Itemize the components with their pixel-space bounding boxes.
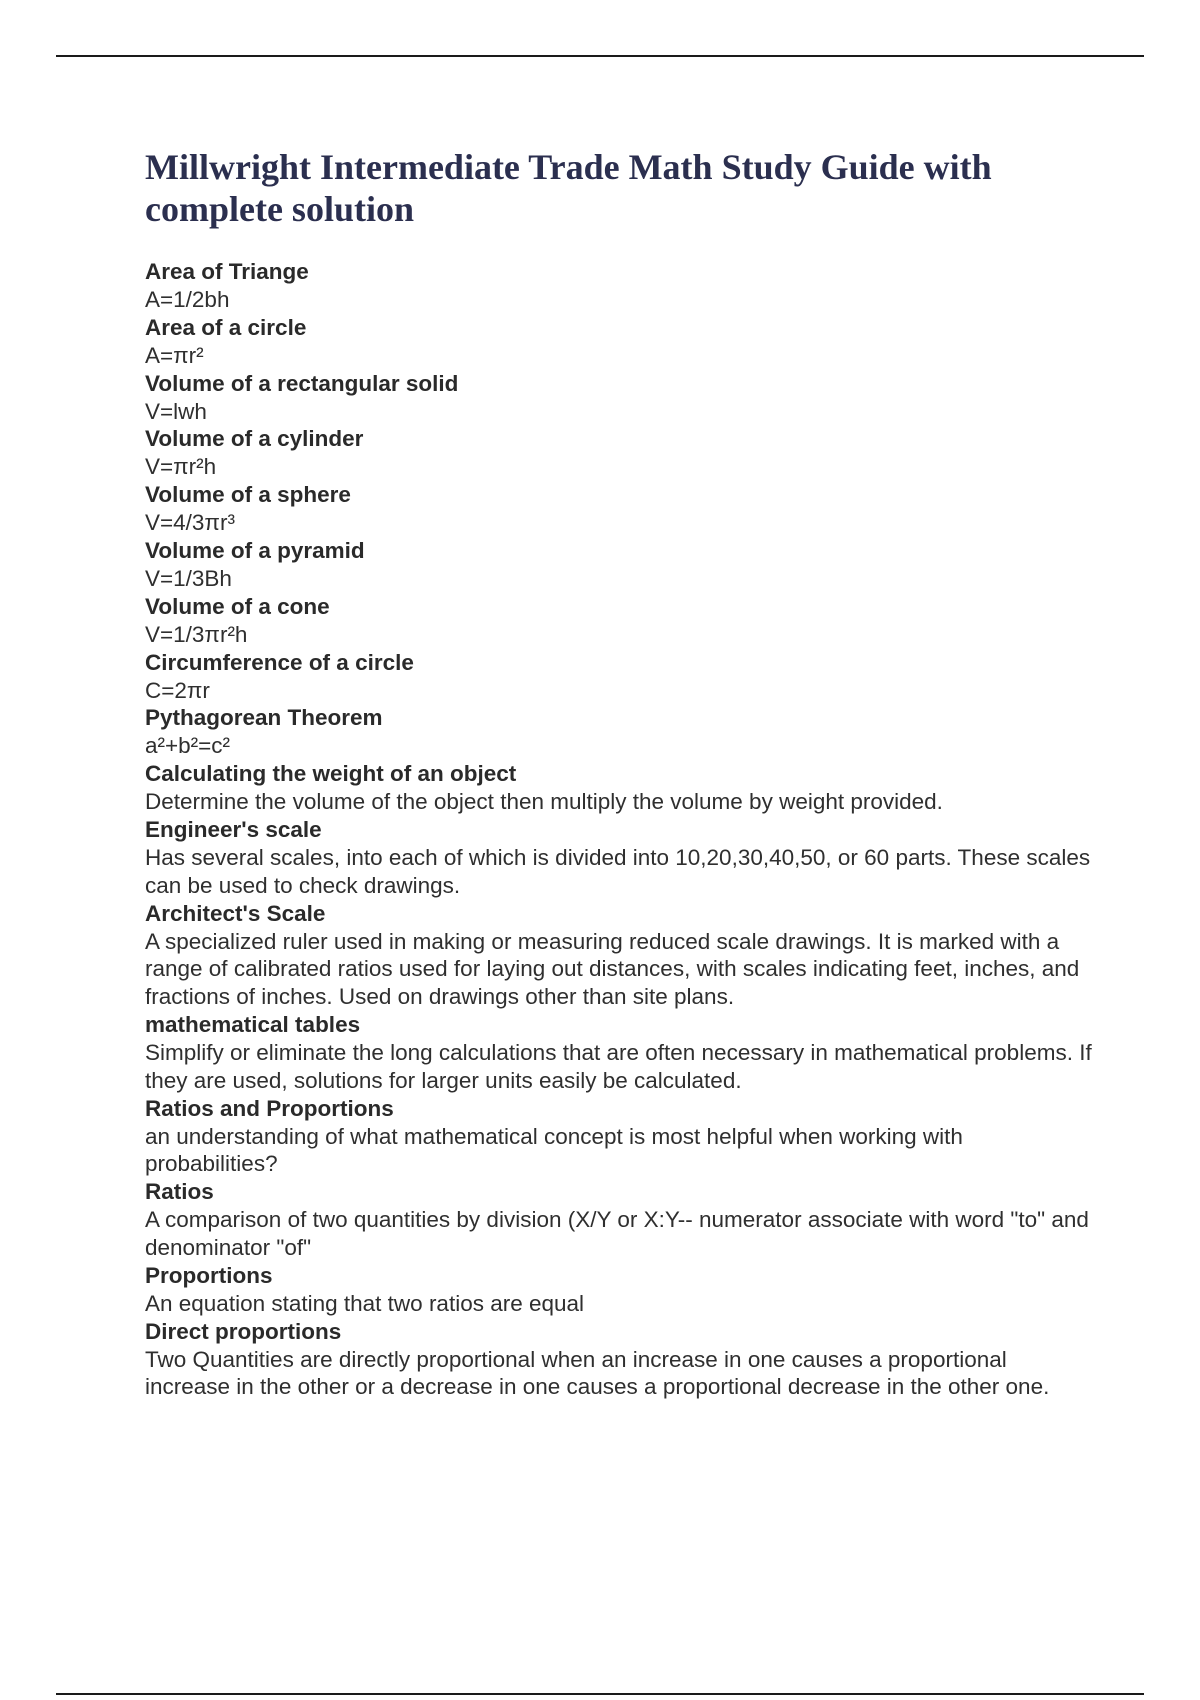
entry-definition: A comparison of two quantities by division (X/Y or X:Y-- numerator associate with word "to" and denominator "of" (145, 1207, 1089, 1260)
entry-definition: V=lwh (145, 398, 207, 424)
entry-definition: V=4/3πr³ (145, 510, 235, 536)
entry (145, 1262, 1095, 1318)
entry-term: Volume of a rectangular solid (145, 370, 459, 396)
entry-term: Volume of a cylinder (145, 426, 364, 452)
entry-term: Proportions (145, 1262, 273, 1288)
entry-definition: Two Quantities are directly proportional when an increase in one causes a proportional increase in the other or a decrease in one causes a proportional decrease in the other one. (145, 1346, 1050, 1400)
study-guide-entries (145, 258, 1095, 1401)
entry (145, 314, 1095, 370)
entry-term: Ratios and Proportions (145, 1095, 394, 1121)
entry-definition: Simplify or eliminate the long calculations that are often necessary in mathematical problems. If they are used, solutions for larger units easily be calculated. (145, 1039, 1092, 1093)
entry-term: Volume of a cone (145, 593, 330, 619)
entry-definition: Has several scales, into each of which is divided into 10,20,30,40,50, or 60 parts. These scales can be used to check drawings. (145, 844, 1091, 898)
top-rule (56, 55, 1144, 57)
entry (145, 704, 1095, 760)
entry (145, 649, 1095, 705)
entry (145, 370, 1095, 426)
entry-term: Pythagorean Theorem (145, 705, 383, 731)
entry-definition: a²+b²=c² (145, 733, 231, 759)
bottom-rule (56, 1693, 1144, 1695)
entry-term: mathematical tables (145, 1011, 361, 1037)
entry-definition: V=πr²h (145, 454, 217, 480)
entry-definition: A=1/2bh (145, 287, 230, 312)
entry (145, 1095, 1095, 1179)
entry-term: Architect's Scale (145, 900, 326, 926)
entry-definition: An equation stating that two ratios are equal (145, 1290, 585, 1316)
entry (145, 425, 1095, 481)
entry (145, 481, 1095, 537)
entry-term: Area of Triange (145, 259, 309, 284)
entry-definition: C=2πr (145, 677, 210, 703)
entry-term: Calculating the weight of an object (145, 761, 517, 787)
entry (145, 1178, 1095, 1262)
entry (145, 593, 1095, 649)
entry (145, 1318, 1095, 1402)
entry (145, 900, 1095, 1011)
entry-definition: V=1/3Bh (145, 565, 232, 591)
entry (145, 537, 1095, 593)
entry-definition: V=1/3πr²h (145, 621, 248, 647)
entry-term: Circumference of a circle (145, 649, 414, 675)
entry-term: Volume of a pyramid (145, 537, 365, 563)
document-title: Millwright Intermediate Trade Math Study Guide with complete solution (145, 147, 992, 229)
entry-term: Engineer's scale (145, 816, 322, 842)
entry-definition: an understanding of what mathematical concept is most helpful when working with probabilities? (145, 1123, 963, 1177)
entry-term: Ratios (145, 1179, 214, 1205)
entry-term: Direct proportions (145, 1318, 342, 1344)
entry-definition: A specialized ruler used in making or measuring reduced scale drawings. It is marked with a range of calibrated ratios used for laying out distances, with scales indicating feet, inches, and fractions of inches. Used on drawings other than site plans. (145, 928, 1080, 1010)
entry (145, 760, 1095, 816)
entry (145, 1011, 1095, 1095)
entry (145, 258, 1095, 314)
entry-definition: Determine the volume of the object then multiply the volume by weight provided. (145, 789, 943, 815)
entry-definition: A=πr² (145, 342, 204, 368)
entry-term: Volume of a sphere (145, 482, 351, 508)
entry (145, 816, 1095, 900)
entry-term: Area of a circle (145, 314, 307, 340)
